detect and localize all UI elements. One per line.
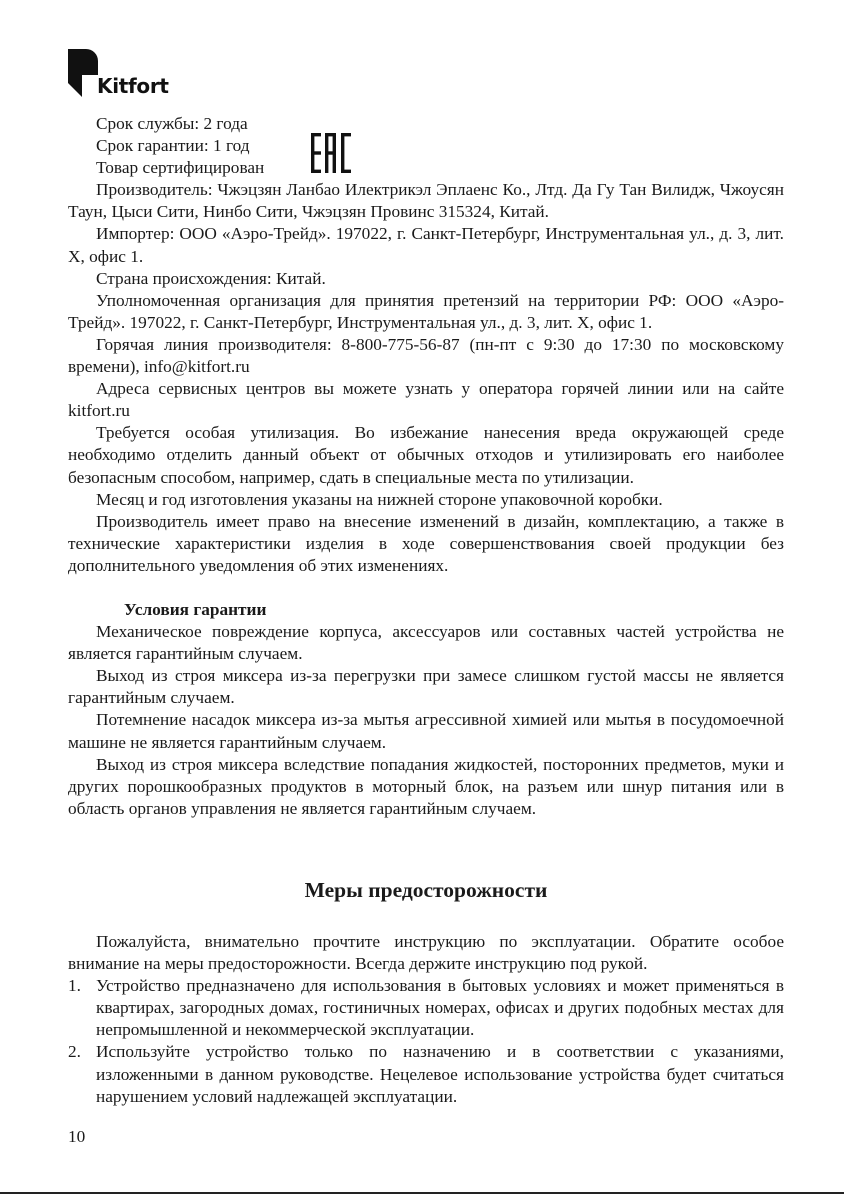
item-number: 1. — [68, 976, 81, 996]
kitfort-logo — [68, 47, 169, 99]
precaution-item — [68, 1041, 784, 1107]
item-text: Устройство предназначено для использования в бытовых условиях и может применяться в квартирах, загородных домах, гостиничных номерах, офисах и других подобных местах для непромышленной и некоммерческой эксплуатации. — [96, 976, 784, 1040]
manufacturer-info: Производитель: Чжэцзян Ланбао Илектрикэл Эплаенс Ко., Лтд. Да Гу Тан Вилидж, Чжоусян Таун, Цыси Сити, Нинбо Сити, Чжэцзян Провинс 315324, Китай. — [68, 180, 784, 222]
warranty-conditions-title: Условия гарантии — [124, 599, 267, 619]
kitfort-logo-icon — [68, 47, 98, 99]
importer-info: Импортер: ООО «Аэро-Трейд». 197022, г. Санкт-Петербург, Инструментальная ул., д. 3, лит. Х, офис 1. — [68, 224, 784, 266]
precaution-item — [68, 975, 784, 1041]
service-life: Срок службы: 2 года — [96, 114, 248, 133]
disposal-info: Требуется особая утилизация. Во избежание нанесения вреда окружающей среде необходимо отделить данный объект от обычных отходов и утилизировать его наиболее безопасным способом, например, сдать в специальные места по утилизации. — [68, 423, 784, 487]
warranty-condition: Потемнение насадок миксера из-за мытья агрессивной химией или мытья в посудомоечной машине не является гарантийным случаем. — [68, 710, 784, 752]
manufacture-date-info: Месяц и год изготовления указаны на нижней стороне упаковочной коробки. — [96, 489, 663, 509]
info-section — [68, 113, 784, 820]
precautions-list — [68, 975, 784, 1108]
certified-note: Товар сертифицирован — [96, 158, 265, 178]
warranty-period: Срок гарантии: 1 год — [96, 136, 250, 156]
precautions-section — [68, 931, 784, 1108]
authorized-organization: Уполномоченная организация для принятия претензий на территории РФ: ООО «Аэро-Трейд». 197022, г. Санкт-Петербург, Инструментальная ул., д. 3, лит. Х, офис 1. — [68, 290, 784, 332]
warranty-condition: Выход из строя миксера из-за перегрузки при замесе слишком густой массы не является гарантийным случаем. — [68, 666, 784, 708]
country-of-origin: Страна происхождения: Китай. — [96, 268, 326, 288]
precautions-title: Меры предосторожности — [304, 878, 548, 902]
warranty-condition: Выход из строя миксера вследствие попадания жидкостей, посторонних предметов, муки и других порошкообразных продуктов в моторный блок, на разъем или шнур питания или в область органов управления не является гарантийным случаем. — [68, 754, 784, 818]
changes-notice: Производитель имеет право на внесение изменений в дизайн, комплектацию, а также в технические характеристики изделия в ходе совершенствования своей продукции без дополнительного уведомления об этих изменениях. — [68, 511, 784, 575]
item-text: Используйте устройство только по назначению и в соответствии с указаниями, изложенными в данном руководстве. Нецелевое использование устройства будет считаться нарушением условий надлежащей эксплуатации. — [96, 1042, 784, 1106]
logo-text: Kitfort — [97, 74, 169, 98]
item-number: 2. — [68, 1042, 81, 1062]
hotline-info: Горячая линия производителя: 8-800-775-56-87 (пн-пт с 9:30 до 17:30 по московскому времени), info@kitfort.ru — [68, 334, 784, 377]
page-number: 10 — [68, 1127, 86, 1146]
service-centers-info: Адреса сервисных центров вы можете узнать у оператора горячей линии или на сайте kitfort.ru — [68, 379, 784, 421]
precautions-intro: Пожалуйста, внимательно прочтите инструкцию по эксплуатации. Обратите особое внимание на меры предосторожности. Всегда держите инструкцию под рукой. — [68, 932, 784, 974]
warranty-condition: Механическое повреждение корпуса, аксессуаров или составных частей устройства не является гарантийным случаем. — [68, 622, 784, 664]
